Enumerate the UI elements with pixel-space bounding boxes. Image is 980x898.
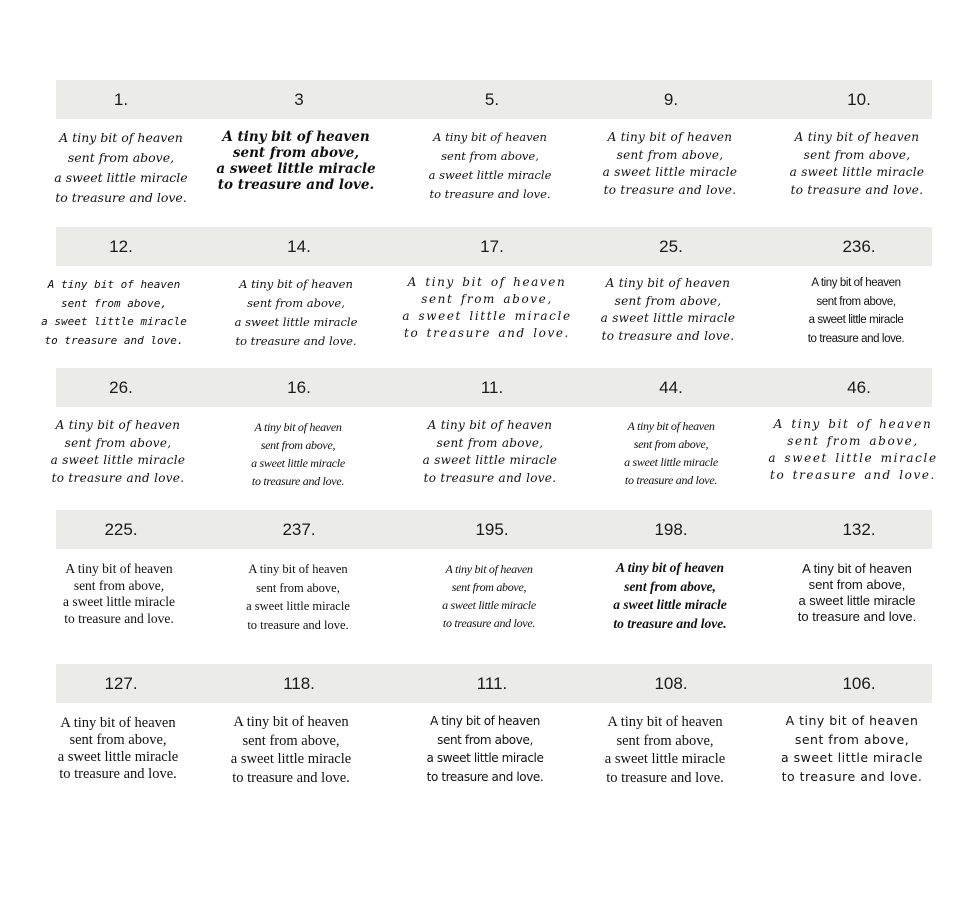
verse-sample — [206, 129, 386, 193]
sample-number: 26. — [109, 378, 133, 397]
sample-number: 44. — [659, 378, 683, 397]
sample-number: 106. — [842, 674, 876, 693]
verse-line: a sweet little miracle — [428, 168, 552, 182]
sample-number: 225. — [104, 520, 138, 539]
verse-line: A tiny bit of heaven — [616, 560, 724, 575]
verse-line: a sweet little miracle — [426, 751, 544, 765]
verse-line: sent from above, — [242, 732, 340, 749]
verse-sample — [395, 712, 575, 786]
verse-line: sent from above, — [803, 147, 911, 162]
verse-sample — [397, 274, 577, 342]
sample-number: 118. — [283, 674, 315, 693]
verse-line: to treasure and love. — [606, 769, 724, 786]
verse-line: to treasure and love. — [64, 610, 174, 626]
verse-line: A tiny bit of heaven — [47, 278, 181, 291]
verse-sample — [24, 276, 204, 350]
verse-line: A tiny bit of heaven — [773, 417, 933, 431]
verse-line: to treasure and love. — [781, 768, 923, 784]
verse-line: to treasure and love. — [426, 769, 544, 784]
verse-line: to treasure and love. — [807, 332, 905, 345]
sample-number: 9. — [663, 90, 679, 109]
verse-line: to treasure and love. — [790, 182, 924, 197]
verse-sample — [762, 712, 942, 786]
verse-sample — [400, 417, 580, 487]
sample-number: 236. — [842, 237, 876, 256]
verse-line: sent from above, — [794, 731, 910, 747]
verse-sample — [581, 417, 761, 489]
verse-line: a sweet little miracle — [422, 453, 558, 467]
verse-line: to treasure and love. — [601, 328, 735, 343]
verse-line: to treasure and love. — [235, 334, 357, 348]
verse-line: sent from above, — [260, 438, 336, 452]
verse-sample — [208, 418, 388, 490]
verse-line: a sweet little miracle — [624, 455, 718, 469]
sample-number: 108. — [654, 674, 688, 693]
verse-sample — [201, 713, 381, 787]
sample-number: 127. — [104, 674, 138, 693]
verse-line: to treasure and love. — [442, 616, 536, 630]
verse-line: A tiny bit of heaven — [60, 715, 176, 731]
verse-line: a sweet little miracle — [50, 453, 186, 467]
verse-line: to treasure and love. — [55, 190, 187, 205]
verse-line: to treasure and love. — [404, 326, 570, 340]
verse-line: to treasure and love. — [624, 473, 718, 487]
verse-line: sent from above, — [787, 434, 919, 448]
verse-line: a sweet little miracle — [442, 598, 536, 612]
verse-sample — [578, 275, 758, 345]
verse-line: sent from above, — [624, 578, 716, 594]
verse-line: A tiny bit of heaven — [802, 561, 912, 576]
verse-sample — [28, 715, 208, 783]
sample-number: 3 — [294, 90, 304, 109]
verse-line: A tiny bit of heaven — [433, 130, 547, 144]
verse-line: a sweet little miracle — [57, 749, 179, 765]
verse-line: A tiny bit of heaven — [248, 562, 348, 576]
verse-line: A tiny bit of heaven — [65, 561, 173, 576]
verse-line: A tiny bit of heaven — [605, 276, 731, 290]
verse-line: sent from above, — [441, 149, 539, 163]
sample-number: 132. — [842, 520, 876, 539]
verse-line: to treasure and love. — [232, 769, 350, 786]
verse-sample — [206, 275, 386, 351]
verse-sample — [580, 129, 760, 199]
verse-line: to treasure and love. — [797, 609, 917, 624]
verse-line: a sweet little miracle — [789, 165, 925, 179]
verse-line: A tiny bit of heaven — [407, 275, 567, 289]
sample-number: 198. — [654, 520, 688, 539]
verse-line: A tiny bit of heaven — [627, 419, 715, 433]
verse-line: a sweet little miracle — [41, 315, 187, 328]
verse-line: a sweet little miracle — [602, 165, 738, 179]
verse-line: sent from above, — [67, 150, 175, 165]
verse-line: A tiny bit of heaven — [55, 418, 181, 432]
verse-line: A tiny bit of heaven — [59, 130, 183, 145]
verse-line: a sweet little miracle — [216, 161, 376, 177]
verse-line: A tiny bit of heaven — [607, 130, 733, 144]
sample-number: 195. — [475, 520, 509, 539]
verse-sample — [767, 561, 947, 625]
sample-number: 111. — [476, 674, 508, 693]
verse-line: sent from above, — [64, 435, 172, 450]
verse-line: a sweet little miracle — [62, 594, 176, 609]
verse-line: a sweet little miracle — [54, 170, 188, 185]
verse-line: to treasure and love. — [613, 615, 727, 631]
verse-line: A tiny bit of heaven — [794, 130, 920, 144]
verse-line: a sweet little miracle — [604, 751, 726, 767]
verse-line: a sweet little miracle — [402, 309, 572, 323]
verse-sample — [28, 417, 208, 487]
verse-line: a sweet little miracle — [808, 314, 904, 326]
verse-line: a sweet little miracle — [600, 311, 736, 325]
verse-line: to treasure and love. — [770, 468, 936, 482]
verse-line: a sweet little miracle — [613, 597, 727, 612]
verse-line: sent from above, — [616, 732, 714, 749]
verse-sample — [208, 560, 388, 634]
verse-sample — [31, 128, 211, 208]
sample-number: 1. — [113, 90, 129, 109]
verse-line: A tiny bit of heaven — [254, 420, 342, 434]
verse-line: a sweet little miracle — [230, 751, 352, 767]
verse-line: sent from above, — [421, 292, 553, 306]
sample-number: 5. — [484, 90, 500, 109]
verse-line: A tiny bit of heaven — [427, 418, 553, 432]
verse-sample — [767, 129, 947, 199]
verse-line: sent from above, — [247, 296, 345, 310]
verse-sample — [575, 713, 755, 787]
verse-line: to treasure and love. — [247, 617, 349, 632]
sample-number: 10. — [847, 90, 871, 109]
sample-number: 46. — [847, 378, 871, 397]
verse-line: a sweet little miracle — [781, 750, 923, 765]
verse-sample — [580, 559, 760, 633]
verse-line: A tiny bit of heaven — [811, 277, 901, 289]
verse-line: A tiny bit of heaven — [239, 277, 353, 291]
verse-line: sent from above, — [616, 147, 724, 162]
verse-line: to treasure and love. — [603, 182, 737, 197]
sample-number: 237. — [282, 520, 316, 539]
verse-line: a sweet little miracle — [768, 451, 938, 465]
verse-line: A tiny bit of heaven — [607, 714, 723, 730]
sample-number: 14. — [287, 237, 311, 256]
verse-line: sent from above, — [614, 293, 722, 308]
verse-line: a sweet little miracle — [246, 599, 350, 613]
verse-line: sent from above, — [73, 577, 165, 593]
verse-line: to treasure and love. — [217, 177, 375, 193]
verse-line: a sweet little miracle — [251, 456, 345, 470]
verse-line: a sweet little miracle — [234, 315, 358, 329]
verse-line: sent from above, — [633, 437, 709, 451]
sample-number: 25. — [659, 237, 683, 256]
verse-sample — [763, 416, 943, 484]
verse-line: sent from above, — [69, 732, 167, 748]
verse-line: to treasure and love. — [59, 766, 177, 782]
verse-line: A tiny bit of heaven — [233, 714, 349, 730]
verse-line: sent from above, — [232, 145, 360, 161]
verse-line: A tiny bit of heaven — [785, 713, 919, 728]
sample-number: 12. — [109, 237, 133, 256]
verse-line: A tiny bit of heaven — [430, 714, 540, 728]
verse-line: sent from above, — [436, 435, 544, 450]
verse-line: sent from above, — [808, 577, 906, 592]
verse-line: sent from above, — [256, 580, 340, 595]
verse-sample — [29, 561, 209, 627]
verse-line: A tiny bit of heaven — [445, 562, 533, 576]
verse-line: sent from above, — [816, 295, 896, 308]
verse-line: a sweet little miracle — [798, 593, 916, 608]
verse-line: to treasure and love. — [423, 470, 557, 485]
sample-number: 16. — [287, 378, 311, 397]
verse-line: sent from above, — [437, 732, 533, 747]
verse-line: sent from above, — [451, 580, 527, 594]
verse-line: to treasure and love. — [251, 474, 345, 488]
sample-number: 11. — [480, 378, 504, 397]
sample-number: 17. — [480, 237, 504, 256]
verse-sample — [766, 274, 946, 348]
verse-line: A tiny bit of heaven — [222, 129, 370, 145]
verse-line: to treasure and love. — [51, 470, 185, 485]
verse-sample — [399, 560, 579, 632]
verse-sample — [400, 128, 580, 204]
verse-line: to treasure and love. — [429, 187, 551, 201]
verse-line: to treasure and love. — [44, 333, 184, 347]
verse-line: sent from above, — [61, 296, 167, 310]
